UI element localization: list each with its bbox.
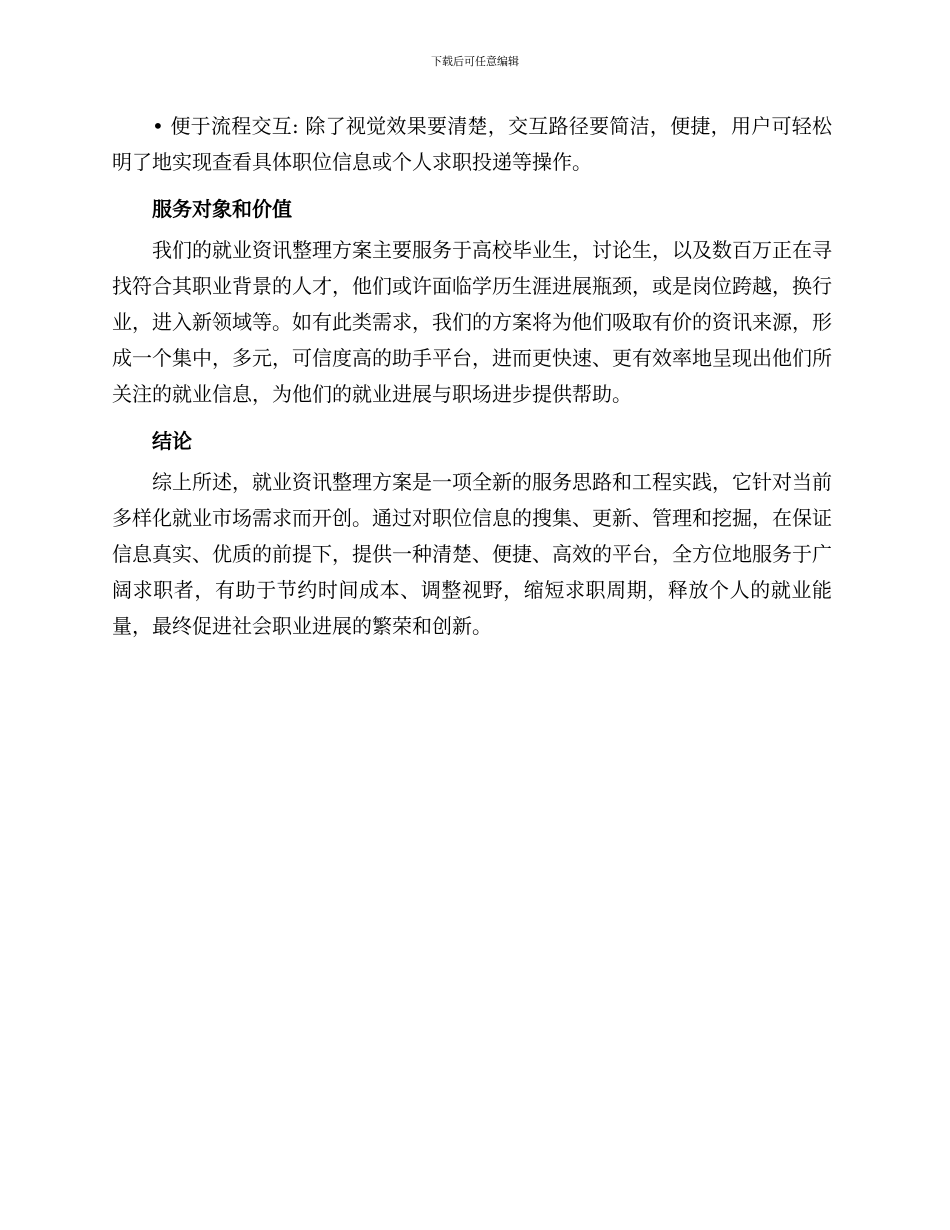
paragraph-conclusion: 综上所述，就业资讯整理方案是一项全新的服务思路和工程实践，它针对当前多样化就业市场需求而开创。通过对职位信息的搜集、更新、管理和挖掘，在保证信息真实、优质的前提下，提供一种清楚、便捷、高效的平台，全方位地服务于广阔求职者，有助于节约时间成本、调整视野，缩短求职周期，释放个人的就业能量，最终促进社会职业进展的繁荣和创新。 <box>112 470 832 638</box>
section-heading-conclusion: 结论 <box>152 429 192 453</box>
page-header: 下载后可任意编辑 <box>431 55 519 68</box>
section-heading-service: 服务对象和价值 <box>152 197 292 221</box>
document-body <box>112 108 832 644</box>
bullet-paragraph-interaction: • 便于流程交互: 除了视觉效果要清楚，交互路径要简洁，便捷，用户可轻松明了地实现查看具体职位信息或个人求职投递等操作。 <box>112 114 832 174</box>
paragraph-service-value: 我们的就业资讯整理方案主要服务于高校毕业生，讨论生，以及数百万正在寻找符合其职业背景的人才，他们或许面临学历生涯进展瓶颈，或是岗位跨越，换行业，进入新领域等。如有此类需求，我们的方案将为他们吸取有价的资讯来源，形成一个集中，多元，可信度高的助手平台，进而更快速、更有效率地呈现出他们所关注的就业信息，为他们的就业进展与职场进步提供帮助。 <box>112 238 832 406</box>
